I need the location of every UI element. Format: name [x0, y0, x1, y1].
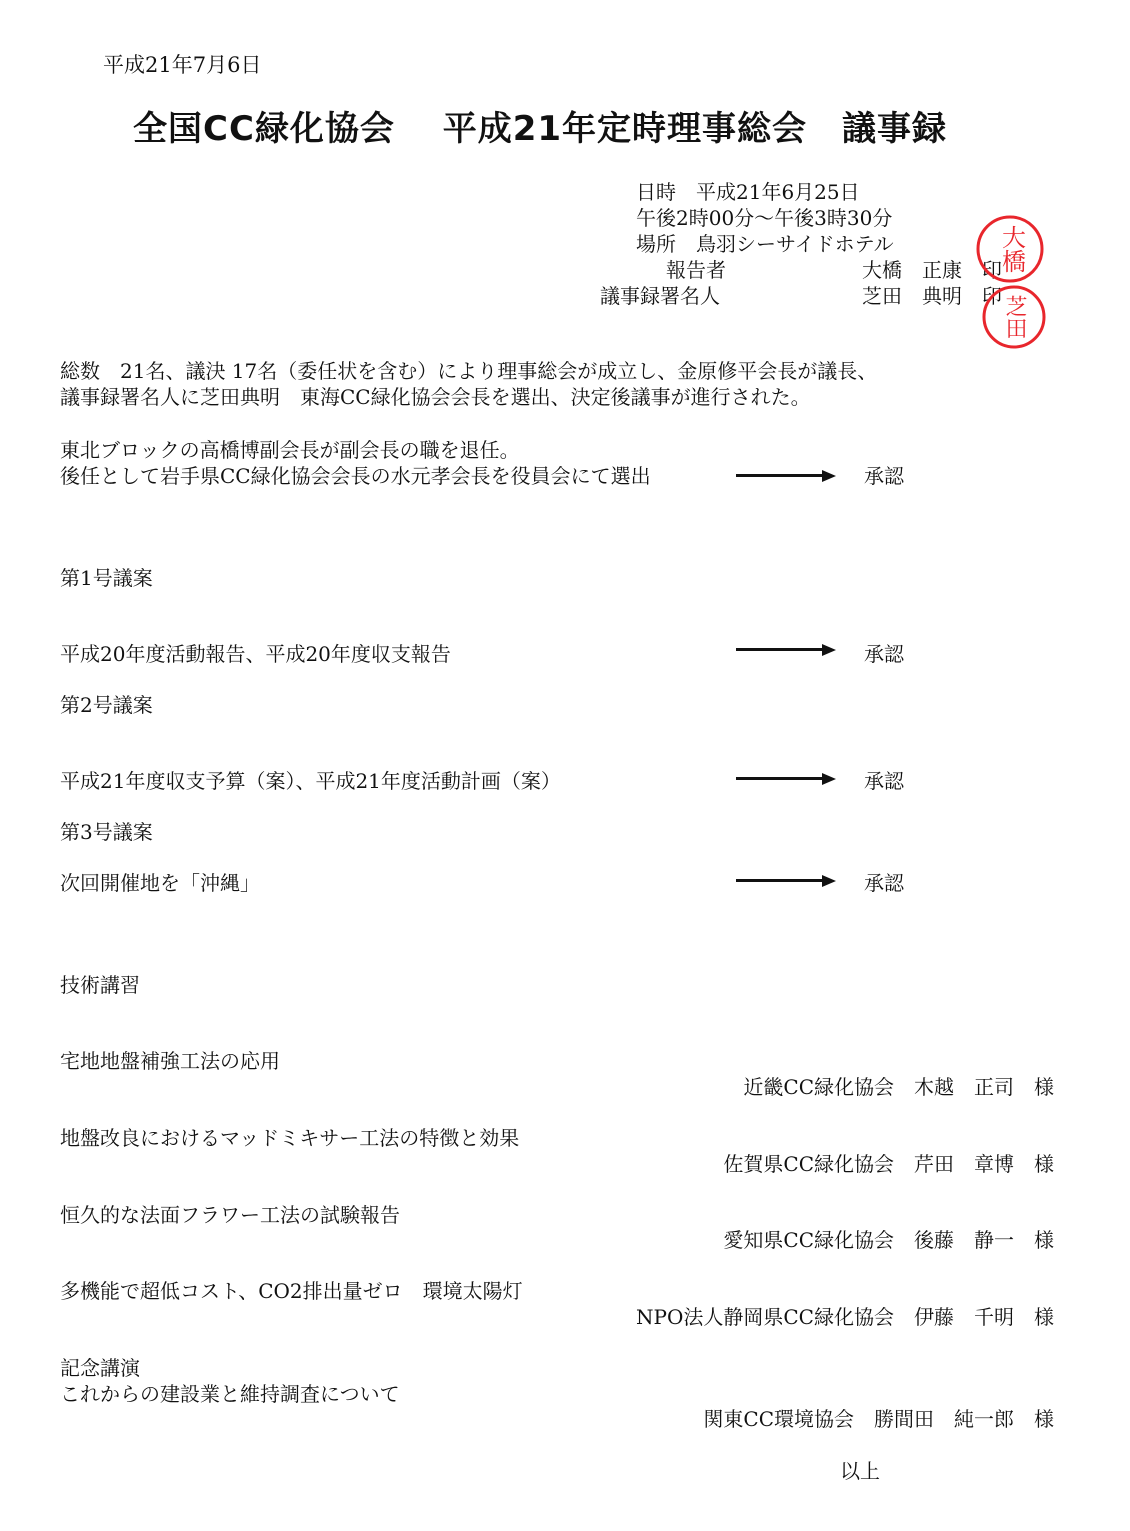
officer-change-result: 承認 — [864, 464, 904, 488]
reporter-label: 報告者 — [666, 258, 726, 282]
talk-4-title: 多機能で超低コスト、CO2排出量ゼロ 環境太陽灯 — [60, 1279, 523, 1303]
agenda-1-heading: 第1号議案 — [60, 566, 153, 590]
agenda-2-result: 承認 — [864, 769, 904, 793]
right-arrow-icon — [736, 875, 836, 887]
lecture-speaker: 関東CC環境協会 勝間田 純一郎 様 — [703, 1407, 1054, 1431]
talk-2-speaker: 佐賀県CC緑化協会 芹田 章博 様 — [723, 1152, 1054, 1176]
agenda-2-item: 平成21年度収支予算（案）、平成21年度活動計画（案） — [60, 769, 561, 793]
summary-line-2: 議事録署名人に芝田典明 東海CC緑化協会会長を選出、決定後議事が進行された。 — [60, 385, 811, 409]
agenda-3-result: 承認 — [864, 871, 904, 895]
meeting-datetime: 日時 平成21年6月25日 — [636, 180, 860, 204]
signer-name: 芝田 典明 印 — [862, 284, 1002, 308]
technical-heading: 技術講習 — [60, 973, 140, 997]
lecture-title: これからの建設業と維持調査について — [60, 1382, 400, 1406]
reporter-name: 大橋 正康 印 — [862, 258, 1002, 282]
lecture-heading: 記念講演 — [60, 1356, 140, 1380]
officer-change-line-1: 東北ブロックの高橋博副会長が副会長の職を退任。 — [60, 438, 520, 462]
right-arrow-icon — [736, 773, 836, 785]
agenda-1-item: 平成20年度活動報告、平成20年度収支報告 — [60, 642, 451, 666]
document-title: 全国CC緑化協会 平成21年定時理事総会 議事録 — [133, 109, 948, 149]
talk-2-title: 地盤改良におけるマッドミキサー工法の特徴と効果 — [60, 1126, 520, 1150]
signer-label: 議事録署名人 — [600, 284, 720, 308]
talk-3-title: 恒久的な法面フラワー工法の試験報告 — [60, 1203, 400, 1227]
meeting-place: 場所 鳥羽シーサイドホテル — [636, 232, 894, 256]
agenda-1-result: 承認 — [864, 642, 904, 666]
agenda-2-heading: 第2号議案 — [60, 693, 153, 717]
talk-4-speaker: NPO法人静岡県CC緑化協会 伊藤 千明 様 — [636, 1305, 1054, 1329]
agenda-3-heading: 第3号議案 — [60, 820, 153, 844]
hanko-seals — [972, 207, 1052, 357]
right-arrow-icon — [736, 470, 836, 482]
reporter-seal-text: 大橋 — [997, 225, 1026, 273]
meeting-time: 午後2時00分～午後3時30分 — [636, 206, 893, 230]
officer-change-line-2: 後任として岩手県CC緑化協会会長の水元孝会長を役員会にて選出 — [60, 464, 651, 488]
talk-3-speaker: 愛知県CC緑化協会 後藤 静一 様 — [723, 1228, 1054, 1252]
signer-seal-text: 芝田 — [1002, 295, 1027, 339]
agenda-3-item: 次回開催地を「沖縄」 — [60, 871, 260, 895]
talk-1-speaker: 近畿CC緑化協会 木越 正司 様 — [743, 1075, 1054, 1099]
document-date: 平成21年7月6日 — [103, 53, 262, 77]
right-arrow-icon — [736, 644, 836, 656]
closing-text: 以上 — [840, 1459, 880, 1483]
summary-line-1: 総数 21名、議決 17名（委任状を含む）により理事総会が成立し、金原修平会長が議長、 — [60, 359, 878, 383]
talk-1-title: 宅地地盤補強工法の応用 — [60, 1049, 280, 1073]
